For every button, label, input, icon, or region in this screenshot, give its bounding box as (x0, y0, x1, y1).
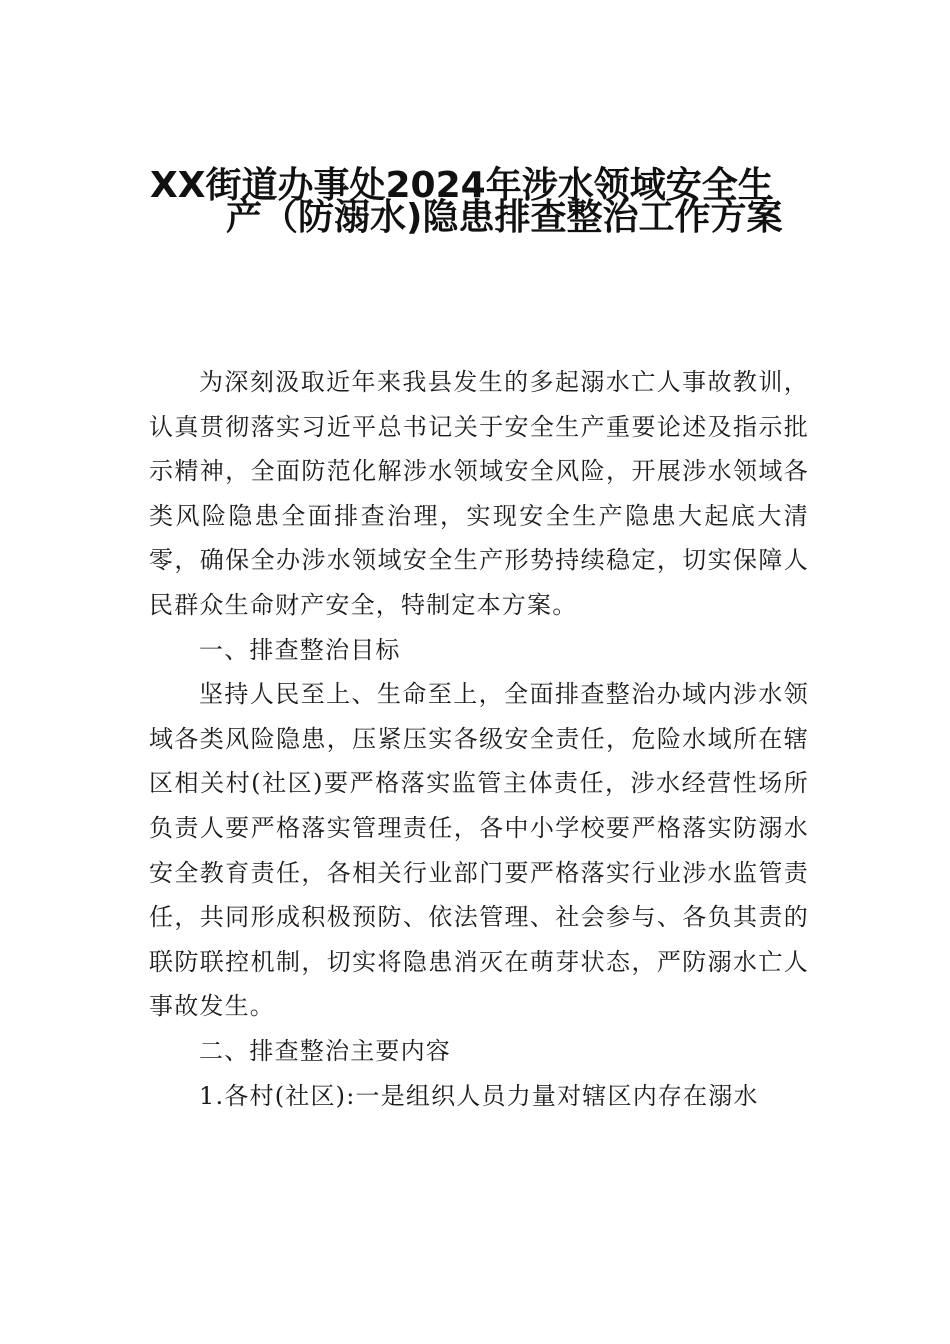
document-body (149, 360, 809, 1118)
section-heading-content: 二、排查整治主要内容 (199, 1036, 451, 1065)
section-heading-goals: 一、排查整治目标 (199, 635, 401, 664)
content-item-1: 1.各村(社区):一是组织人员力量对辖区内存在溺水 (199, 1081, 759, 1110)
document-title-line-1: XX街道办事处2024年涉水领域安全生 (150, 165, 774, 206)
intro-paragraph: 为深刻汲取近年来我县发生的多起溺水亡人事故教训，认真贯彻落实习近平总书记关于安全生产重要论述及指示批示精神，全面防范化解涉水领域安全风险，开展涉水领域各类风险隐患全面排查治理，实现安全生产隐患大起底大清零，确保全办涉水领域安全生产形势持续稳定，切实保障人民群众生命财产安全，特制定本方案。 (149, 368, 809, 619)
document-title-line-2: 产（防溺水)隐患排查整治工作方案 (226, 197, 783, 238)
goals-paragraph: 坚持人民至上、生命至上，全面排查整治办域内涉水领域各类风险隐患，压紧压实各级安全责任，危险水域所在辖区相关村(社区)要严格落实监管主体责任，涉水经营性场所负责人要严格落实管理责任，各中小学校要严格落实防溺水安全教育责任，各相关行业部门要严格落实行业涉水监管责任，共同形成积极预防、依法管理、社会参与、各负其责的联防联控机制，切实将隐患消灭在萌芽状态，严防溺水亡人事故发生。 (149, 680, 809, 1021)
